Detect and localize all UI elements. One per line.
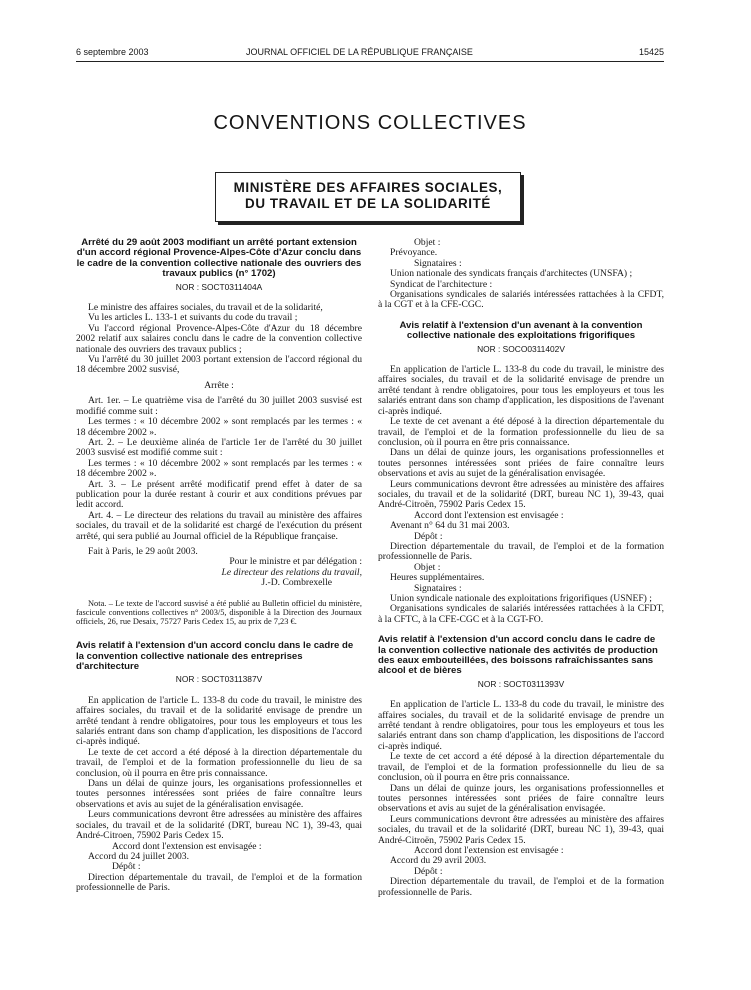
notice-para: Dépôt : (414, 530, 443, 542)
decree-nota: Nota. – Le texte de l'accord susvisé a été publié au Bulletin officiel du ministère, fascicule conventions collectives n° 2003/5, disponible à la Direction des Journaux officiels, 26, rue Desaix, 75727 Paris Cedex 15, au prix de 7,23 €. (76, 598, 362, 626)
ministry-line-1: MINISTÈRE DES AFFAIRES SOCIALES, (233, 180, 503, 195)
notice-para: Accord du 29 avril 2003. (390, 855, 487, 867)
decree-signature-line-1: Pour le ministre et par délégation : (229, 556, 362, 568)
decree-article-4: Art. 4. – Le directeur des relations du travail au ministère des affaires sociales, du travail et de la solidarité est chargé de l'exécution du présent arrêté, qui sera publié au Journal officiel de la République française. (76, 509, 362, 542)
notice-para: Dépôt : (414, 865, 443, 877)
decree-article-2-text: Les termes : « 10 décembre 2002 » sont remplacés par les termes : « 18 décembre 2002 ». (76, 457, 362, 480)
notice-frigorifiques-nor: NOR : SOCO0311402V (477, 343, 565, 354)
notice-para: Leurs communications devront être adressées au ministère des affaires sociales, du travail et de la solidarité (DRT, bureau NC 1), 39-43, quai André-Citroën, 75902 Paris Cedex 15. (378, 813, 664, 846)
notice-para: Signataires : (414, 582, 462, 594)
notice-para: Signataires : (414, 257, 462, 269)
notice-para: Accord dont l'extension est envisagée : (414, 844, 564, 856)
decree-nor: NOR : SOCT0311404A (175, 281, 263, 292)
notice-para: Objet : (414, 561, 441, 573)
notice-para: Organisations syndicales de salariés intéressées rattachées à la CFDT, à la CFTC, à la CFE-CGC et à la CGT-FO. (378, 603, 664, 625)
header-journal-title: JOURNAL OFFICIEL DE LA RÉPUBLIQUE FRANÇAISE (246, 47, 473, 57)
notice-para: Avenant n° 64 du 31 mai 2003. (390, 520, 510, 532)
ministry-box (215, 172, 521, 222)
decree-para: Vu l'arrêté du 30 juillet 2003 portant extension de l'accord régional du 18 décembre 2002 susvisé, (76, 354, 362, 376)
header-page-number: 15425 (638, 47, 664, 57)
notice-para: Dans un délai de quinze jours, les organisations professionnelles et toutes personnes intéressées sont priées de faire connaître leurs observations et avis au sujet de la généralisation envisagée. (378, 782, 664, 815)
notice-para: Union nationale des syndicats français d'architectes (UNSFA) ; (390, 268, 633, 280)
notice-boissons-nor: NOR : SOCT0311393V (477, 678, 565, 689)
notice-para: Direction départementale du travail, de l'emploi et de la formation professionnelle de Paris. (378, 540, 664, 563)
notice-para: Accord dont l'extension est envisagée : (112, 840, 262, 852)
decree-para: Le ministre des affaires sociales, du travail et de la solidarité, (88, 302, 323, 314)
decree-signatory: J.-D. Combrexelle (261, 577, 332, 589)
decree-article-2: Art. 2. – Le deuxième alinéa de l'article 1er de l'arrêté du 30 juillet 2003 susvisé est modifié comme suit : (76, 436, 362, 459)
decree-article-1-text: Les termes : « 10 décembre 2002 » sont remplacés par les termes : « 18 décembre 2002 ». (76, 416, 362, 438)
notice-para: Direction départementale du travail, de l'emploi et de la formation professionnelle de Paris. (76, 871, 362, 894)
notice-para: Objet : (414, 237, 441, 248)
header-rule (76, 61, 664, 62)
notice-para: Accord dont l'extension est envisagée : (414, 509, 564, 521)
notice-para: Syndicat de l'architecture : (390, 278, 493, 290)
notice-para: En application de l'article L. 133-8 du code du travail, le ministre des affaires sociales, du travail et de la solidarité envisage de prendre un arrêté tendant à rendre obligatoires, pour tous les employeurs et tous les salariés entrant dans son champ d'application, les dispositions de l'accord ci-après indiqué. (76, 694, 362, 748)
notice-para: Accord du 24 juillet 2003. (88, 850, 189, 862)
decree-article-1: Art. 1er. – Le quatrième visa de l'arrêté du 30 juillet 2003 susvisé est modifié comme suit : (76, 395, 362, 417)
notice-para: En application de l'article L. 133-8 du code du travail, le ministre des affaires sociales, du travail et de la solidarité envisage de prendre un arrêté tendant à rendre obligatoires, pour tous les employeurs et tous les salariés entrant dans son champ d'application, les dispositions de l'accord ci-après indiqué. (378, 699, 664, 752)
page-header (76, 47, 664, 59)
decree-fait: Fait à Paris, le 29 août 2003. (88, 545, 198, 557)
notice-para: Dans un délai de quinze jours, les organisations professionnelles et toutes personnes intéressées sont priées de faire connaître leurs observations et avis au sujet de la généralisation envisagée. (76, 778, 362, 810)
section-title: CONVENTIONS COLLECTIVES (213, 112, 527, 134)
header-date: 6 septembre 2003 (76, 47, 149, 57)
notice-architecture-title: Avis relatif à l'extension d'un accord conclu dans le cadre de la convention collective nationale des entreprises d'architecture (76, 640, 354, 673)
notice-para: Le texte de cet avenant a été déposé à la direction départementale du travail, de l'emploi et de la formation professionnelle du lieu de sa conclusion, où il pourra en être pris connaissance. (378, 416, 664, 448)
notice-para: Prévoyance. (390, 247, 438, 259)
notice-para: Le texte de cet accord a été déposé à la direction départementale du travail, de l'emploi et de la formation professionnelle du lieu de sa conclusion, où il pourra en être pris connaissance. (378, 751, 664, 784)
decree-arrete: Arrête : (204, 379, 234, 391)
decree-title: Arrêté du 29 août 2003 modifiant un arrêté portant extension d'un accord régional Provence-Alpes-Côte d'Azur conclu dans le cadre de la convention collective nationale des ouvriers des travaux publics (n° 1702) (76, 237, 362, 280)
decree-signature-line-2: Le directeur des relations du travail, (221, 566, 362, 578)
left-column (76, 238, 362, 894)
notice-para: Direction départementale du travail, de l'emploi et de la formation professionnelle de Paris. (378, 876, 664, 898)
decree-article-3: Art. 3. – Le présent arrêté modificatif prend effet à dater de sa publication pour la durée restant à courir et aux conditions prévues par ledit accord. (76, 478, 362, 511)
notice-para: En application de l'article L. 133-8 du code du travail, le ministre des affaires sociales, du travail et de la solidarité envisage de prendre un arrêté tendant à rendre obligatoires, pour tous les employeurs et tous les salariés entrant dans son champ d'application, les dispositions de l'avenant ci-après indiqué. (378, 364, 664, 417)
right-column (378, 238, 664, 898)
notice-para: Leurs communications devront être adressées au ministère des affaires sociales, du travail et de la solidarité (DRT, bureau NC 1), 39-43, quai André-Citroën, 75902 Paris Cedex 15. (378, 478, 664, 511)
notice-para: Dépôt : (112, 861, 141, 873)
notice-para: Le texte de cet accord a été déposé à la direction départementale du travail, de l'emploi et de la formation professionnelle du lieu de sa conclusion, où il pourra en être pris connaissance. (76, 746, 362, 779)
notice-para: Union syndicale nationale des exploitations frigorifiques (USNEF) ; (390, 593, 652, 604)
notice-para: Dans un délai de quinze jours, les organisations professionnelles et toutes personnes intéressées sont priées de faire connaître leurs observations et avis au sujet de la généralisation envisagée. (378, 447, 664, 480)
notice-para: Heures supplémentaires. (390, 572, 485, 584)
decree-para: Vu l'accord régional Provence-Alpes-Côte d'Azur du 18 décembre 2002 relatif aux salaires conclu dans le cadre de la convention collective nationale des ouvriers des travaux publics ; (76, 322, 362, 355)
decree-para: Vu les articles L. 133-1 et suivants du code du travail ; (88, 312, 298, 324)
notice-para: Organisations syndicales de salariés intéressées rattachées à la CFDT, à la CGT et à la CFE-CGC. (378, 289, 664, 311)
notice-para: Leurs communications devront être adressées au ministère des affaires sociales, du travail et de la solidarité (DRT, bureau NC 1), 39-43, quai André-Citroen, 75902 Paris Cedex 15. (76, 809, 362, 842)
notice-architecture-nor: NOR : SOCT0311387V (175, 674, 263, 685)
notice-frigorifiques-title: Avis relatif à l'extension d'un avenant à la convention collective nationale des exploitations frigorifiques (399, 319, 643, 342)
notice-boissons-title: Avis relatif à l'extension d'un accord conclu dans le cadre de la convention collective nationale des activités de production des eaux embouteillées, des boissons rafraîchissantes sans alcool et de bières (378, 634, 658, 677)
ministry-line-2: DU TRAVAIL ET DE LA SOLIDARITÉ (245, 196, 491, 211)
